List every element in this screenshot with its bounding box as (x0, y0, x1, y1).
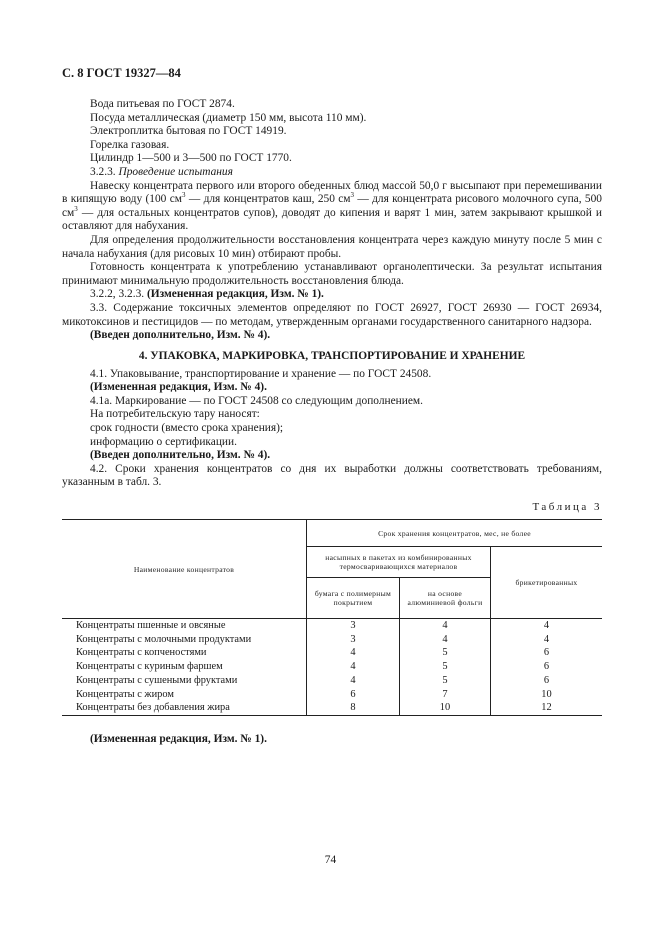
amendment-note: (Измененная редакция, Изм. № 4). (90, 381, 267, 394)
cell-name: Концентраты с жиром (62, 688, 307, 702)
page-header: С. 8 ГОСТ 19327—84 (62, 66, 181, 80)
paragraph-sampling: Для определения продолжительности восстановления концентрата через каждую минуту после 5 мин с начала набухания (для рисовых 10 мин) отбирают пробы. (62, 233, 602, 260)
cell-foil: 4 (400, 619, 491, 633)
text-run: — для остальных концентратов супов), доводят до кипения и варят 1 мин, затем закрывают крышкой и оставляют для набухания. (62, 206, 602, 233)
cell-foil: 5 (400, 646, 491, 660)
page-number: 74 (324, 854, 337, 866)
amendment-line (62, 288, 602, 302)
header-name: Наименование концентратов (62, 520, 307, 619)
equipment-item: Посуда металлическая (диаметр 150 мм, высота 110 мм). (90, 111, 367, 124)
subsection-heading (62, 166, 602, 180)
cell-paper: 4 (307, 660, 400, 674)
header-paper: бумага с полимерным покрытием (307, 578, 400, 619)
cell-paper: 4 (307, 646, 400, 660)
marking-line: срок годности (вместо срока хранения); (90, 422, 284, 435)
cell-paper: 3 (307, 633, 400, 647)
subsection-number: 3.2.3. (90, 165, 116, 178)
cell-paper: 3 (307, 619, 400, 633)
header-bulk: насыпных в пакетах из комбинированных термосваривающихся материалов (307, 547, 491, 578)
cell-brick: 4 (543, 620, 550, 632)
amendment-note: (Измененная редакция, Изм. № 1). (146, 288, 324, 301)
cell-paper: 4 (307, 674, 400, 688)
equipment-item: Вода питьевая по ГОСТ 2874. (90, 98, 235, 110)
cell-name: Концентраты с молочными продуктами (62, 633, 307, 647)
paragraph-packing: 4.1. Упаковывание, транспортирование и хранение — по ГОСТ 24508. (90, 367, 432, 380)
amendment-items: 3.2.2, 3.2.3. (90, 288, 145, 301)
cell-foil: 10 (400, 701, 491, 715)
paragraph-marking: 4.1а. Маркирование — по ГОСТ 24508 со следующим дополнением. (90, 394, 423, 407)
cell-brick: 6 (543, 674, 550, 686)
section-title: 4. УПАКОВКА, МАРКИРОВКА, ТРАНСПОРТИРОВАНИЕ И ХРАНЕНИЕ (138, 349, 526, 362)
cell-name: Концентраты пшенные и овсяные (62, 619, 307, 633)
cell-foil: 5 (400, 660, 491, 674)
table-row (62, 674, 602, 688)
header-storage: Срок хранения концентратов, мес, не более (307, 520, 603, 547)
marking-line: информацию о сертификации. (90, 435, 237, 448)
header-foil: на основе алюминиевой фольги (400, 578, 491, 619)
equipment-list (62, 98, 602, 166)
cell-name: Концентраты с куриным фаршем (62, 660, 307, 674)
table-row (62, 660, 602, 674)
cell-foil: 5 (400, 674, 491, 688)
cell-name: Концентраты с копченостями (62, 646, 307, 660)
cell-paper: 6 (307, 688, 400, 702)
cell-name: Концентраты без добавления жира (62, 701, 307, 715)
table-caption: Таблица 3 (532, 501, 602, 514)
table-row (62, 688, 602, 702)
paragraph-procedure (62, 180, 602, 234)
cell-brick: 12 (491, 701, 603, 715)
cell-paper: 8 (307, 701, 400, 715)
amendment-note: (Измененная редакция, Изм. № 1). (90, 732, 267, 745)
cell-brick: 6 (543, 647, 550, 659)
cell-foil: 4 (400, 633, 491, 647)
table-body (62, 619, 602, 716)
amendment-note: (Введен дополнительно, Изм. № 4). (90, 449, 271, 462)
marking-line: На потребительскую тару наносят: (90, 408, 260, 421)
cell-foil: 7 (400, 688, 491, 702)
equipment-item: Электроплитка бытовая по ГОСТ 14919. (90, 125, 287, 138)
table-row (62, 701, 602, 715)
equipment-item: Цилиндр 1—500 и 3—500 по ГОСТ 1770. (90, 152, 292, 165)
paragraph-storage: 4.2. Сроки хранения концентратов со дня их выработки должны соответствовать требованиям, указанным в табл. 3. (62, 462, 602, 489)
paragraph-readiness: Готовность концентрата к употреблению устанавливают органолептически. За результат испытания принимают минимальную продолжительность восстановления блюда. (62, 261, 602, 287)
cell-name: Концентраты с сушеными фруктами (62, 674, 307, 688)
text-run: Навеску концентрата первого или второго обеденных блюд массой 50,0 г высыпают при перемешивании в кипящую воду (100 см (62, 179, 602, 206)
subsection-title: Проведение испытания (118, 165, 233, 178)
table-row (62, 633, 602, 647)
text-run: — для концентратов каш, 250 см (185, 193, 351, 206)
superscript: 3 (350, 191, 355, 200)
equipment-item: Горелка газовая. (90, 138, 170, 151)
text-run: — для концентрата рисового молочного супа, 500 см (62, 193, 603, 219)
storage-table (62, 519, 602, 716)
document-page (62, 66, 602, 745)
table-row (62, 619, 602, 633)
cell-brick: 6 (543, 661, 550, 673)
cell-brick: 4 (543, 633, 550, 645)
superscript: 3 (74, 204, 78, 213)
cell-brick: 10 (541, 688, 552, 700)
table-row (62, 646, 602, 660)
amendment-note: (Введен дополнительно, Изм. № 4). (90, 329, 271, 342)
header-brick: брикетированных (491, 547, 603, 619)
paragraph-toxic: 3.3. Содержание токсичных элементов определяют по ГОСТ 26927, ГОСТ 26930 — ГОСТ 26934, микотоксинов и пестицидов — по методам, утвержденным органами государственного санитарного надзора. (62, 301, 602, 328)
superscript: 3 (182, 191, 186, 200)
